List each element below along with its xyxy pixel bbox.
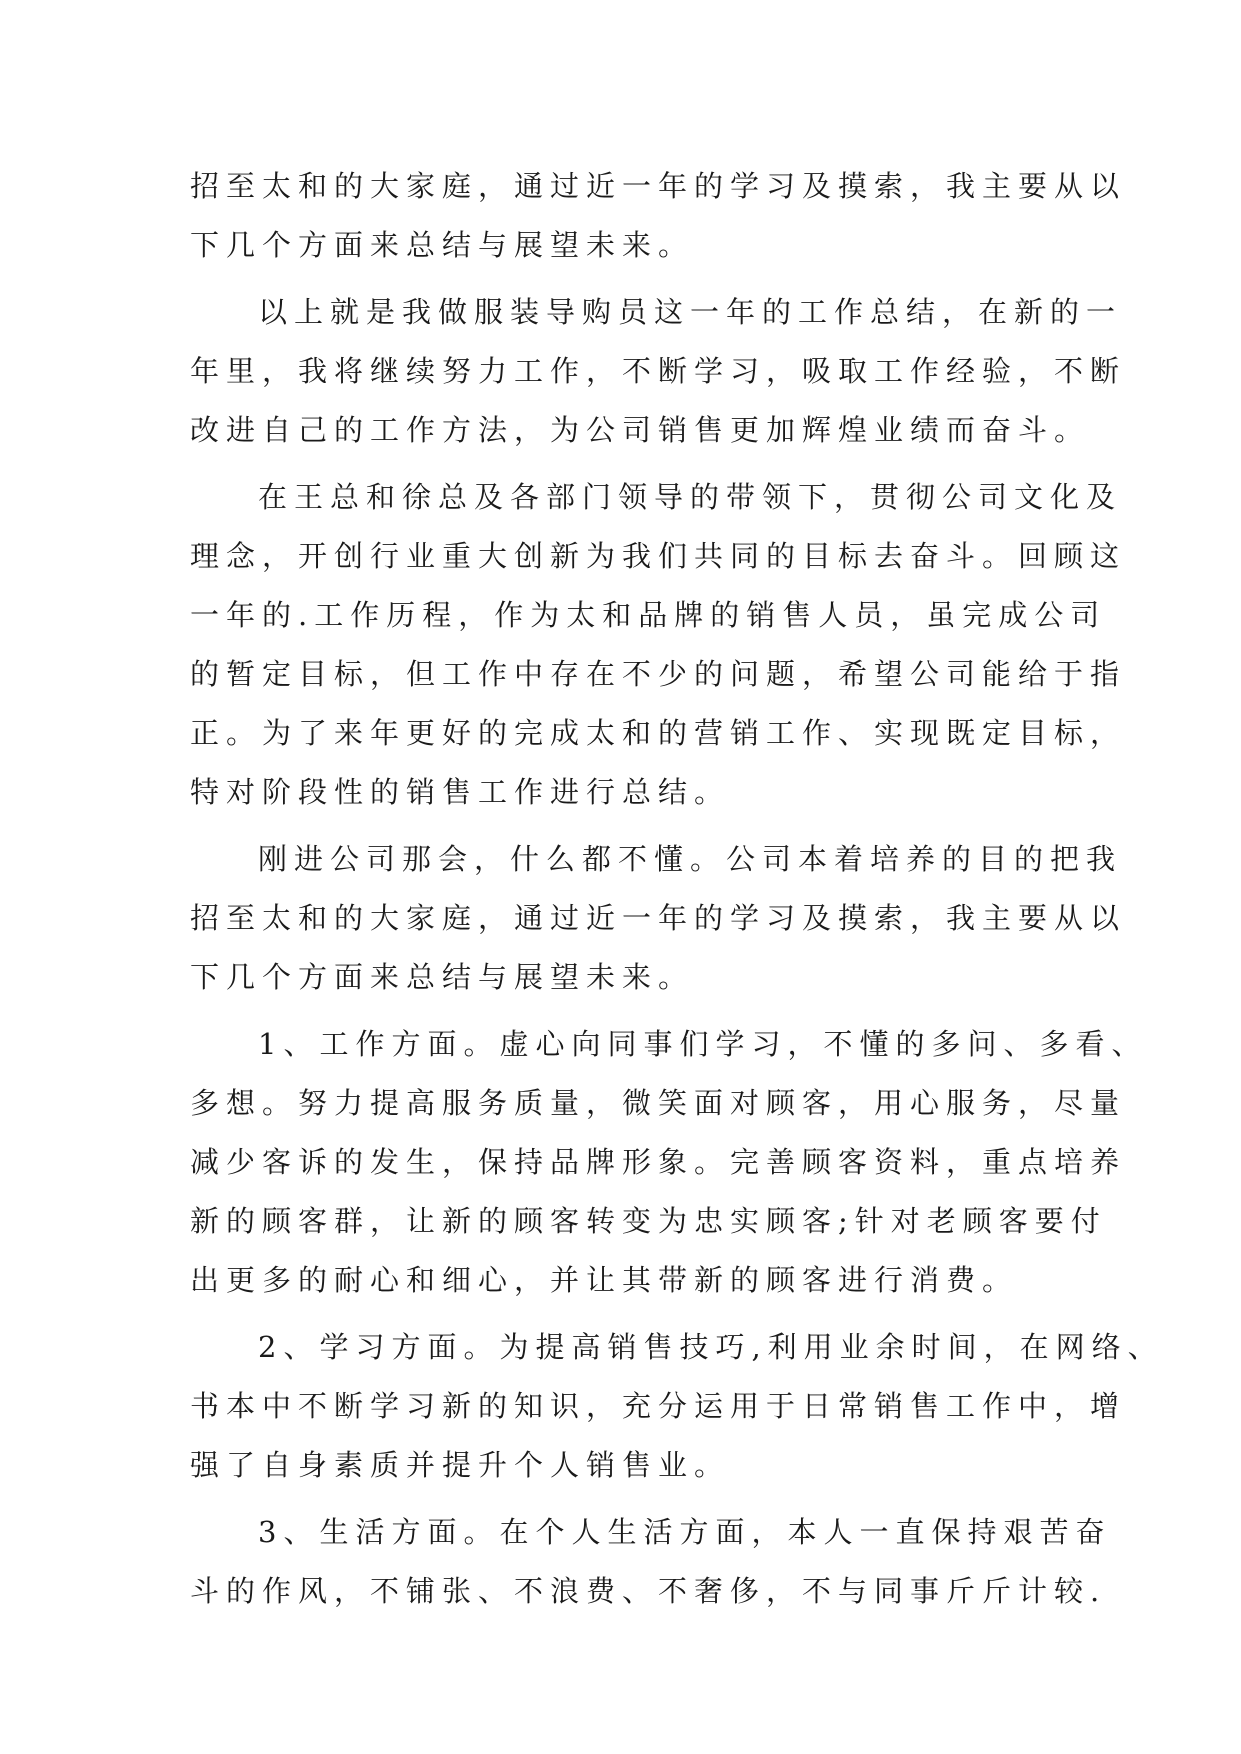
document-body bbox=[190, 157, 1164, 1621]
text-line: 下几个方面来总结与展望未来。 bbox=[190, 228, 695, 262]
paragraph-start-line: 在王总和徐总及各部门领导的带领下，贯彻公司文化及 bbox=[258, 480, 1123, 514]
text-line: 改进自己的工作方法，为公司销售更加辉煌业绩而奋斗。 bbox=[190, 413, 1091, 447]
text-line: 出更多的耐心和细心，并让其带新的顾客进行消费。 bbox=[190, 1263, 1019, 1297]
text-line: 新的顾客群，让新的顾客转变为忠实顾客;针对老顾客要付 bbox=[190, 1204, 1107, 1238]
text-line: 正。为了来年更好的完成太和的营销工作、实现既定目标， bbox=[190, 716, 1127, 750]
text-line: 特对阶段性的销售工作进行总结。 bbox=[190, 775, 731, 809]
text-line: 斗的作风，不铺张、不浪费、不奢侈，不与同事斤斤计较. bbox=[190, 1574, 1107, 1608]
text-line: 强了自身素质并提升个人销售业。 bbox=[190, 1448, 731, 1482]
text-line: 下几个方面来总结与展望未来。 bbox=[190, 960, 695, 994]
text-line: 多想。努力提高服务质量，微笑面对顾客，用心服务，尽量 bbox=[190, 1086, 1127, 1120]
text-line: 理念，开创行业重大创新为我们共同的目标去奋斗。回顾这 bbox=[190, 539, 1127, 573]
text-line: 招至太和的大家庭，通过近一年的学习及摸索，我主要从以 bbox=[190, 169, 1127, 203]
paragraph-start-line: 1、工作方面。虚心向同事们学习，不懂的多问、多看、 bbox=[258, 1027, 1148, 1061]
text-line: 一年的.工作历程，作为太和品牌的销售人员，虽完成公司 bbox=[190, 598, 1107, 632]
text-line: 减少客诉的发生，保持品牌形象。完善顾客资料，重点培养 bbox=[190, 1145, 1127, 1179]
text-line: 书本中不断学习新的知识，充分运用于日常销售工作中，增 bbox=[190, 1389, 1127, 1423]
text-line: 招至太和的大家庭，通过近一年的学习及摸索，我主要从以 bbox=[190, 901, 1127, 935]
paragraph-start-line: 刚进公司那会，什么都不懂。公司本着培养的目的把我 bbox=[258, 842, 1123, 876]
text-line: 的暂定目标，但工作中存在不少的问题，希望公司能给于指 bbox=[190, 657, 1127, 691]
paragraph-start-line: 3、生活方面。在个人生活方面，本人一直保持艰苦奋 bbox=[258, 1515, 1112, 1549]
paragraph-start-line: 以上就是我做服装导购员这一年的工作总结，在新的一 bbox=[258, 295, 1123, 329]
text-line: 年里，我将继续努力工作，不断学习，吸取工作经验，不断 bbox=[190, 354, 1127, 388]
paragraph-start-line: 2、学习方面。为提高销售技巧,利用业余时间，在网络、 bbox=[258, 1330, 1164, 1364]
